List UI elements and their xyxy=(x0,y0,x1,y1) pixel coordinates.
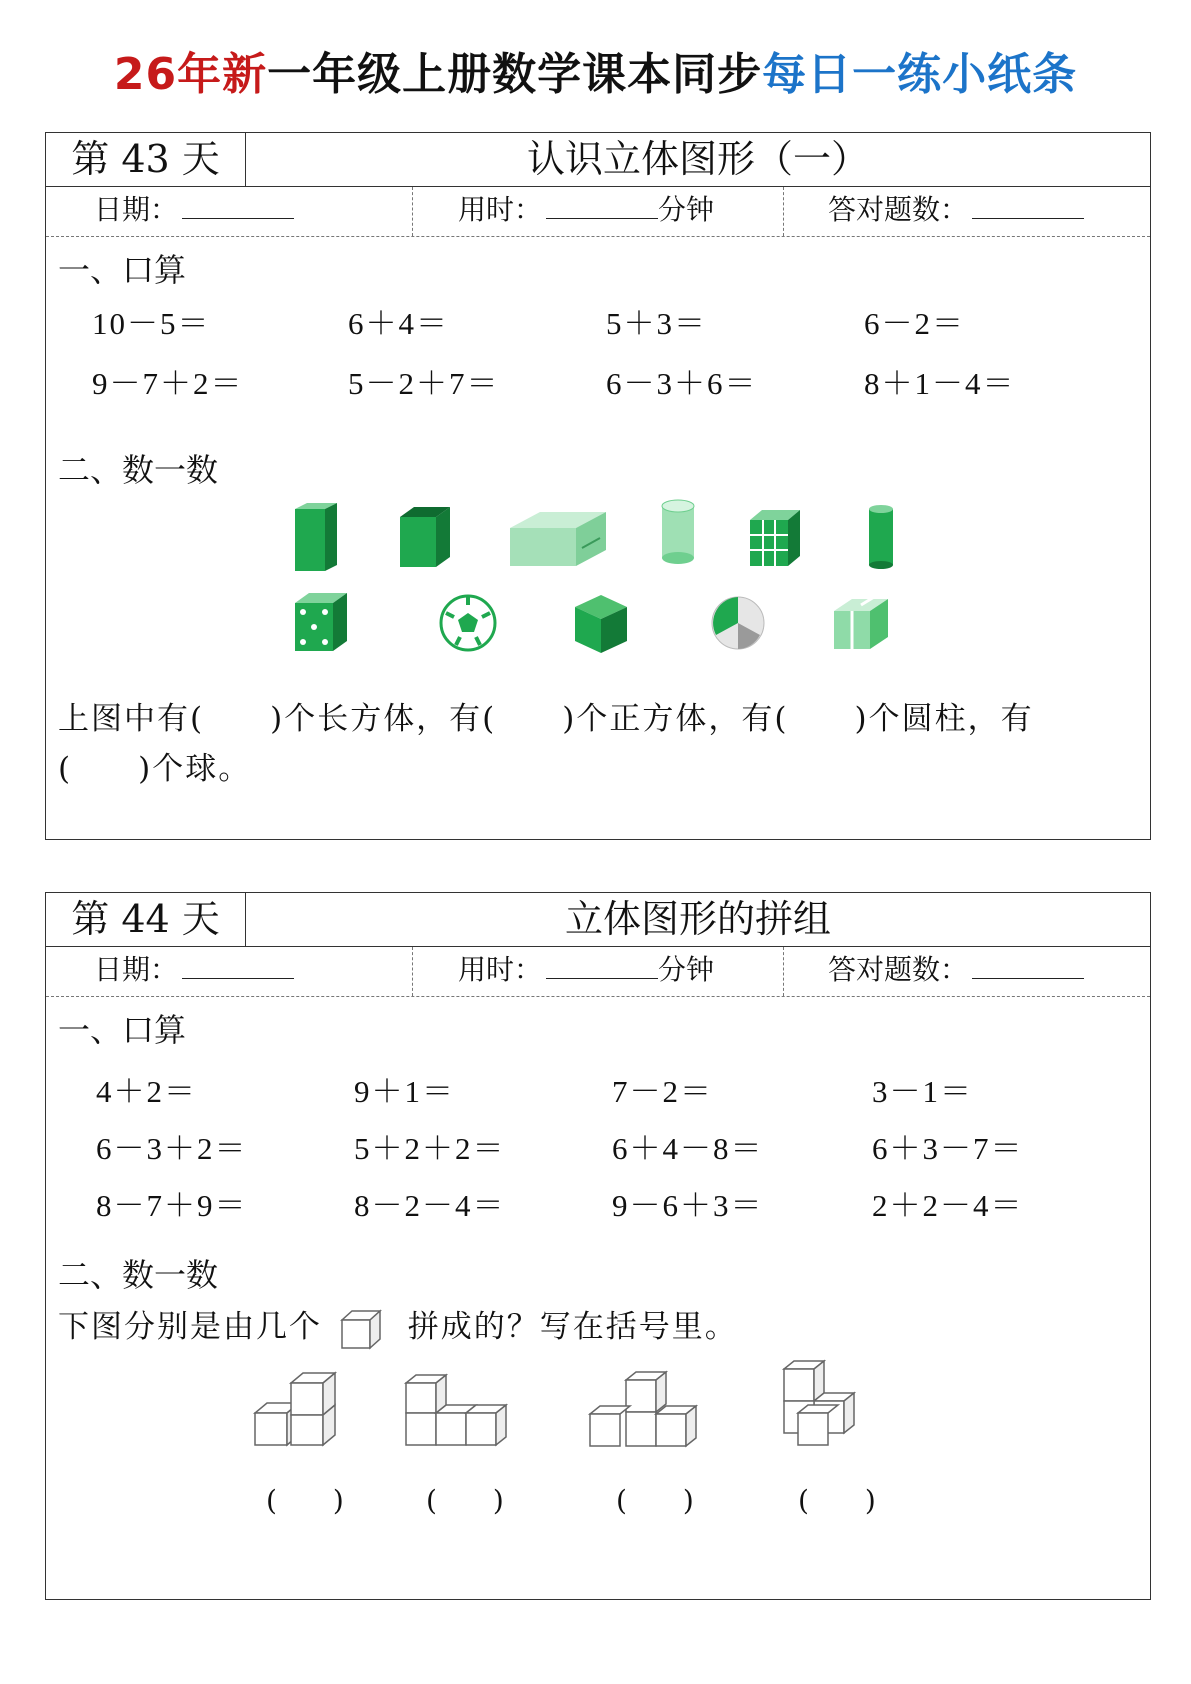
equation: 6＋4－8＝ xyxy=(612,1131,764,1166)
cube-stack-3-icon xyxy=(586,1358,706,1458)
equation: 5＋3＝ xyxy=(606,306,707,341)
date-label: 日期： xyxy=(94,193,179,226)
title-part-blue: 每日一练小纸条 xyxy=(762,49,1078,100)
correct-field[interactable] xyxy=(828,187,1084,236)
day44-card xyxy=(45,892,1151,1600)
gift-box-icon xyxy=(830,595,892,653)
date-label: 日期： xyxy=(94,953,179,986)
cube-icon xyxy=(571,593,631,655)
date-field[interactable] xyxy=(94,947,294,996)
cube-box-icon xyxy=(396,505,454,571)
equation: 2＋2－4＝ xyxy=(872,1188,1024,1223)
date-field[interactable] xyxy=(94,187,294,236)
day43-title: 认识立体图形（一） xyxy=(526,137,869,181)
equation: 8－2－4＝ xyxy=(354,1188,506,1223)
time-blank[interactable] xyxy=(546,192,658,219)
divider xyxy=(783,187,784,236)
date-blank[interactable] xyxy=(182,952,294,979)
cylinder-green-icon xyxy=(866,503,896,571)
equation: 6－3＋6＝ xyxy=(606,366,758,401)
answer-paren-3[interactable]: ( ) xyxy=(616,1484,694,1517)
rubik-cube-icon xyxy=(746,508,804,570)
title-part-black: 一年级上册数学课本同步 xyxy=(267,49,763,100)
divider xyxy=(412,187,413,236)
equation: 6－3＋2＝ xyxy=(96,1131,248,1166)
time-field[interactable] xyxy=(458,947,714,996)
day43-label: 第 43 天 xyxy=(46,133,246,186)
cylinder-light-icon xyxy=(658,498,698,568)
cube-stack-1-icon xyxy=(251,1363,341,1458)
equation: 6＋3－7＝ xyxy=(872,1131,1024,1166)
correct-blank[interactable] xyxy=(972,192,1084,219)
title-part-red: 26年新 xyxy=(113,49,268,100)
equation: 5－2＋7＝ xyxy=(348,366,500,401)
day44-meta-row xyxy=(46,947,1150,997)
equation: 8－7＋9＝ xyxy=(96,1188,248,1223)
day43-header xyxy=(46,133,1150,187)
divider xyxy=(783,947,784,996)
flat-box-icon xyxy=(506,508,610,570)
minutes-label: 分钟 xyxy=(658,193,715,226)
cube-stack-2-icon xyxy=(402,1363,514,1458)
time-blank[interactable] xyxy=(546,952,658,979)
time-field[interactable] xyxy=(458,187,714,236)
time-label: 用时： xyxy=(458,193,543,226)
day43-section1-heading: 一、口算 xyxy=(58,251,187,289)
equation: 7－2＝ xyxy=(612,1074,713,1109)
day44-header xyxy=(46,893,1150,947)
day43-card xyxy=(45,132,1151,840)
day43-meta-row xyxy=(46,187,1150,237)
correct-label: 答对题数： xyxy=(828,193,969,226)
soccer-ball-icon xyxy=(438,593,498,653)
answer-paren-1[interactable]: ( ) xyxy=(266,1484,344,1517)
equation: 9－6＋3＝ xyxy=(612,1188,764,1223)
time-label: 用时： xyxy=(458,953,543,986)
equation: 8＋1－4＝ xyxy=(864,366,1016,401)
beach-ball-icon xyxy=(710,595,766,651)
date-blank[interactable] xyxy=(182,192,294,219)
day43-question-line1: 上图中有( )个长方体，有( )个正方体，有( )个圆柱，有 xyxy=(58,701,1034,737)
correct-blank[interactable] xyxy=(972,952,1084,979)
equation: 4＋2＝ xyxy=(96,1074,197,1109)
day44-section1-heading: 一、口算 xyxy=(58,1011,187,1049)
equation: 9－7＋2＝ xyxy=(92,366,244,401)
answer-paren-2[interactable]: ( ) xyxy=(426,1484,504,1517)
question-text-b: 拼成的？写在括号里。 xyxy=(407,1309,738,1345)
answer-paren-4[interactable]: ( ) xyxy=(798,1484,876,1517)
minutes-label: 分钟 xyxy=(658,953,715,986)
correct-field[interactable] xyxy=(828,947,1084,996)
equation: 6－2＝ xyxy=(864,306,965,341)
equation: 6＋4＝ xyxy=(348,306,449,341)
dice-icon xyxy=(291,591,351,655)
equation: 3－1＝ xyxy=(872,1074,973,1109)
cube-stack-4-icon xyxy=(780,1355,880,1455)
day44-label: 第 44 天 xyxy=(46,893,246,946)
day44-section2-heading: 二、数一数 xyxy=(58,1256,219,1294)
equation: 10－5＝ xyxy=(92,306,211,341)
equation: 9＋1＝ xyxy=(354,1074,455,1109)
correct-label: 答对题数： xyxy=(828,953,969,986)
day44-title: 立体图形的拼组 xyxy=(564,897,831,941)
question-text-a: 下图分别是由几个 xyxy=(58,1309,322,1345)
divider xyxy=(412,947,413,996)
day43-section2-heading: 二、数一数 xyxy=(58,451,219,489)
day43-question-line2: ( )个球。 xyxy=(58,751,252,787)
unit-cube-icon xyxy=(340,1308,382,1350)
day44-question xyxy=(58,1301,738,1350)
equation: 5＋2＋2＝ xyxy=(354,1131,506,1166)
cuboid-tall-icon xyxy=(291,501,341,573)
page-title xyxy=(0,38,1191,102)
